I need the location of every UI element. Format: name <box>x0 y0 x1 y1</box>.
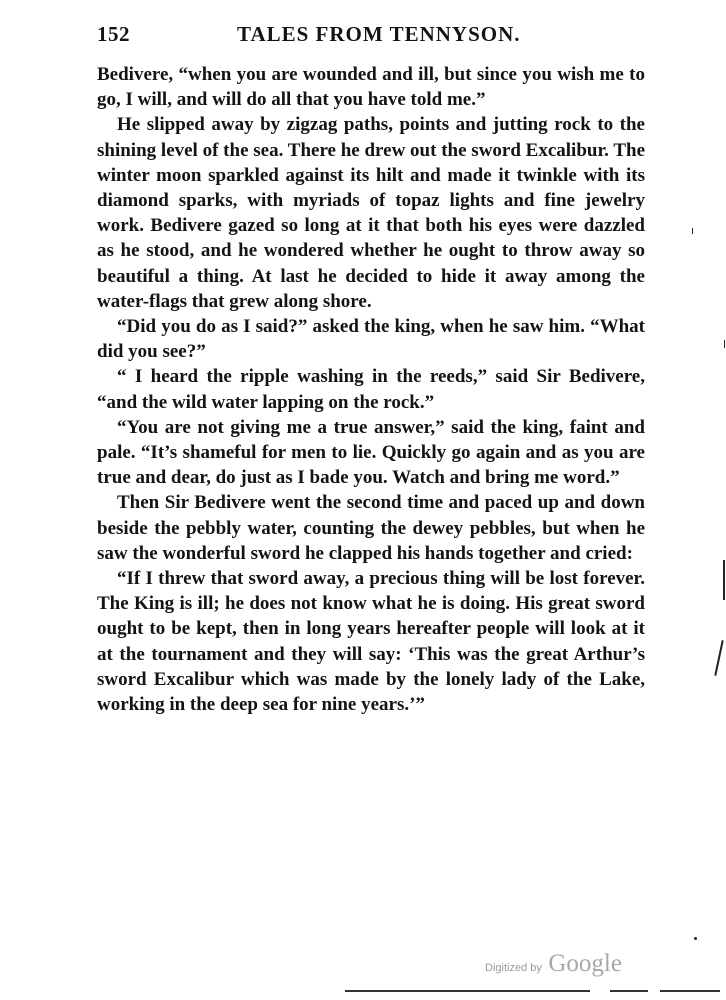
page-number: 152 <box>97 22 130 46</box>
paragraph: He slipped away by zigzag paths, points and jutting rock to the shining level of the sea. There he drew out the sword Excalibur. The winter moon sparkled against its hilt and made it twinkle with its diamond sparks, with myriads of topaz lights and fine jewelry work. Bedivere gazed so long at it that both his eyes were dazzled as he stood, and he wondered whether he ought to throw away so beautiful a thing. At last he decided to hide it away among the water-flags that grew along shore. <box>97 114 645 312</box>
scan-bottom-rule <box>345 990 590 992</box>
paragraph: “Did you do as I said?” asked the king, when he saw him. “What did you see?” <box>97 316 645 363</box>
scan-edge-mark <box>724 340 725 348</box>
paragraph: Then Sir Bedivere went the second time and paced up and down beside the pebbly water, counting the dewey pebbles, but when he saw the wonderful sword he clapped his hands together and cried: <box>97 492 645 564</box>
running-title: TALES FROM TENNYSON. <box>237 22 521 46</box>
scan-dot <box>692 228 693 234</box>
page-header <box>97 22 641 52</box>
scan-edge-mark <box>723 560 725 600</box>
digitized-watermark <box>485 950 622 978</box>
paragraph: “You are not giving me a true answer,” said the king, faint and pale. “It’s shameful for men to lie. Quickly go again and as you are true and dear, do just as I bade you. Watch and bring me word.” <box>97 416 645 489</box>
body-text <box>97 62 645 717</box>
scan-bottom-rule <box>610 990 648 992</box>
paragraph: Bedivere, “when you are wounded and ill, but since you wish me to go, I will, and will do all that you have told me.” <box>97 64 645 111</box>
watermark-prefix: Digitized by <box>485 962 542 974</box>
scan-dot <box>694 937 697 940</box>
google-logo: Google <box>548 950 622 977</box>
paragraph: “If I threw that sword away, a precious thing will be lost forever. The King is ill; he does not know what he is doing. His great sword ought to be kept, then in long years hereafter people will look at it at the tournament and they will say: ‘This was the great Arthur’s sword Excalibur which was made by the lonely lady of the Lake, working in the deep sea for nine years.’” <box>97 568 645 716</box>
paragraph: “ I heard the ripple washing in the reeds,” said Sir Bedivere, “and the wild water lapping on the rock.” <box>97 366 645 413</box>
scan-edge-mark <box>714 640 723 676</box>
scan-bottom-rule <box>660 990 720 992</box>
